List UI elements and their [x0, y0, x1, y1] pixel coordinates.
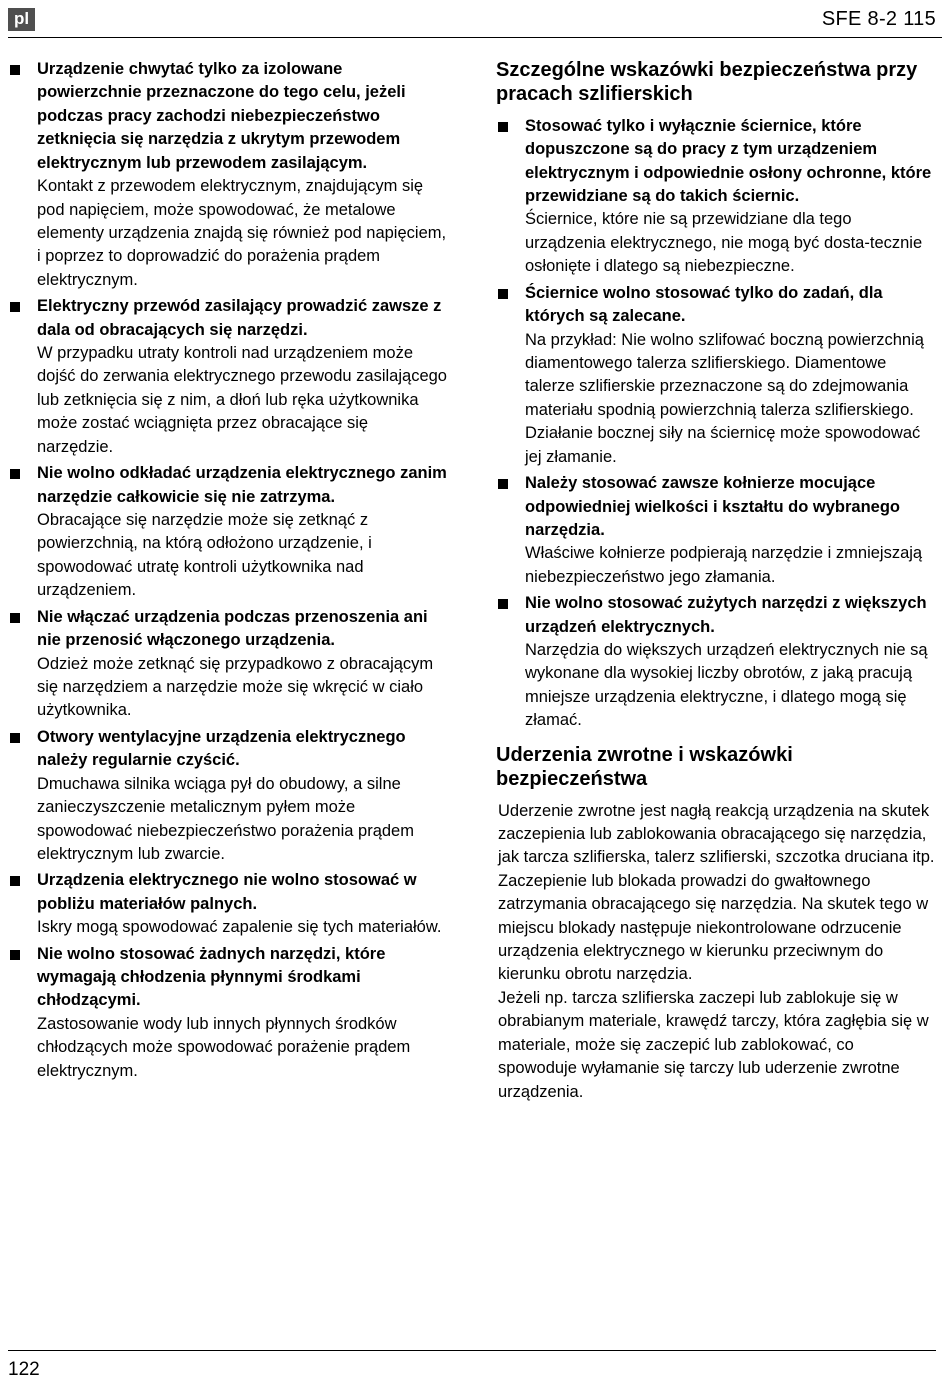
- safety-bullet-item: [10, 58, 448, 292]
- bullet-square-icon: [10, 876, 20, 886]
- bullet-body: [37, 726, 448, 867]
- bullet-body: [525, 592, 936, 733]
- bullet-explanation-text: Odzież może zetknąć się przypadkowo z obracającym się narzędziem a narzędzie może się wkręcić w ciało użytkownika.: [37, 654, 434, 720]
- bullet-explanation-text: W przypadku utraty kontroli nad urządzeniem może dojść do zerwania elektrycznego przewodu zasilającego lub zetknięcia się z nim, a dłoń lub ręka użytkownika może zostać wciągnięta przez obracające się narzędzie.: [37, 344, 447, 456]
- bullet-square-icon: [10, 950, 20, 960]
- bullet-explanation-text: Kontakt z przewodem elektrycznym, znajdującym się pod napięciem, może spowodować, że metalowe elementy urządzenia znajdą się również pod napięciem, i poprzez to doprowadzić do porażenia prądem elektrycznym.: [37, 177, 447, 289]
- bullet-square-icon: [498, 599, 508, 609]
- bullet-bold-text: Nie wolno odkładać urządzenia elektrycznego zanim narzędzie całkowicie się nie zatrzyma.: [37, 464, 447, 506]
- bullet-explanation-text: Obracające się narzędzie może się zetknąć z powierzchnią, na którą odłożono urządzenie, i spowodować utratę kontroli użytkownika nad urządzeniem.: [37, 511, 372, 600]
- safety-bullet-item: [498, 592, 936, 733]
- bullet-bold-text: Nie włączać urządzenia podczas przenoszenia ani nie przenosić włączonego urządzenia.: [37, 607, 428, 650]
- bullet-body: [525, 115, 936, 279]
- bullet-square-icon: [10, 469, 20, 479]
- bullet-square-icon: [498, 122, 508, 132]
- section-heading: Szczególne wskazówki bezpieczeństwa przy pracach szlifierskich: [496, 59, 918, 106]
- footer-rule: [8, 1350, 936, 1351]
- safety-bullet-item: [10, 462, 448, 603]
- model-number: SFE 8-2 115: [821, 8, 936, 30]
- bullet-explanation-text: Właściwe kołnierze podpierają narzędzie i zmniejszają niebezpieczeństwo jego złamania.: [525, 544, 923, 586]
- bullet-explanation-text: Narzędzia do większych urządzeń elektrycznych nie są wykonane dla wysokiej liczby obrotów, z jaką pracują mniejsze urządzenia elektryczne, i dlatego mogą się złamać.: [525, 641, 928, 730]
- bullet-body: [525, 282, 936, 469]
- safety-bullet-item: [498, 115, 936, 279]
- bullet-square-icon: [10, 733, 20, 743]
- bullet-bold-text: Należy stosować zawsze kołnierze mocujące odpowiedniej wielkości i kształtu do wybranego narzędzia.: [525, 474, 900, 539]
- paragraph-text: Jeżeli np. tarcza szlifierska zaczepi lub zablokuje się w obrabianym materiale, krawędź tarczy, która zagłębia się w materiale, może się zaczepić lub zablokować, co spowoduje wyłamanie się tarczy lub uderzenie zwrotne urządzenia.: [498, 988, 929, 1101]
- bullet-bold-text: Otwory wentylacyjne urządzenia elektrycznego należy regularnie czyścić.: [37, 727, 406, 770]
- bullet-body: [37, 462, 448, 603]
- section-heading: Uderzenia zwrotne i wskazówki bezpieczeństwa: [496, 743, 793, 791]
- page-footer: [0, 1350, 950, 1389]
- bullet-body: [37, 606, 448, 723]
- bullet-bold-text: Nie wolno stosować żadnych narzędzi, które wymagają chłodzenia płynnymi środkami chłodzącymi.: [37, 944, 386, 1010]
- bullet-explanation-text: Na przykład: Nie wolno szlifować boczną powierzchnią diamentowego talerza szlifierskiego. Diamentowe talerze szlifierskie przeznaczone są do zdejmowania materiału spodnią powierzchnią talerza szlifierskiego. Działanie bocznej siły na ściernicę może spowodować jej złamanie.: [525, 330, 924, 466]
- bullet-square-icon: [498, 289, 508, 299]
- bullet-square-icon: [498, 479, 508, 489]
- bullet-body: [37, 943, 448, 1084]
- bullet-explanation-text: Dmuchawa silnika wciąga pył do obudowy, a silne zanieczyszczenie metalicznym pyłem może spowodować niebezpieczeństwo porażenia prądem elektrycznym lub zwarcie.: [37, 774, 414, 863]
- right-column: [496, 58, 936, 1104]
- safety-bullet-item: [10, 943, 448, 1084]
- bullet-bold-text: Nie wolno stosować zużytych narzędzi z większych urządzeń elektrycznych.: [525, 594, 927, 636]
- safety-bullet-item: [498, 282, 936, 469]
- bullet-body: [37, 58, 448, 292]
- bullet-explanation-text: Zastosowanie wody lub innych płynnych środków chłodzących może spowodować porażenie prądem elektrycznym.: [37, 1014, 411, 1080]
- bullet-bold-text: Urządzenia elektrycznego nie wolno stosować w pobliżu materiałów palnych.: [37, 871, 417, 913]
- page-number: 122: [8, 1359, 40, 1380]
- bullet-square-icon: [10, 613, 20, 623]
- paragraph-text: Zaczepienie lub blokada prowadzi do gwałtownego zatrzymania obracającego się narzędzia. Na skutek tego w miejscu blokady następuje niekontrolowane odrzucenie urządzenia elektrycznego w kierunku przeciwnym do kierunku obrotu narzędzia.: [498, 871, 929, 984]
- content-columns: [0, 38, 950, 1104]
- page-header: [0, 0, 950, 31]
- bullet-body: [37, 295, 448, 459]
- bullet-square-icon: [10, 65, 20, 75]
- safety-bullet-item: [10, 606, 448, 723]
- bullet-explanation-text: Ściernice, które nie są przewidziane dla tego urządzenia elektrycznego, nie mogą być dosta-tecznie osłonięte i dlatego są niebezpieczne.: [525, 210, 923, 276]
- bullet-body: [37, 869, 448, 939]
- left-column: [8, 58, 448, 1104]
- bullet-bold-text: Elektryczny przewód zasilający prowadzić zawsze z dala od obracających się narzędzi.: [37, 297, 442, 339]
- safety-bullet-item: [10, 869, 448, 939]
- language-badge: pl: [8, 8, 35, 31]
- safety-bullet-item: [10, 726, 448, 867]
- bullet-square-icon: [10, 302, 20, 312]
- safety-bullet-item: [10, 295, 448, 459]
- bullet-bold-text: Ściernice wolno stosować tylko do zadań, dla których są zalecane.: [525, 283, 883, 326]
- paragraph-text: Uderzenie zwrotne jest nagłą reakcją urządzenia na skutek zaczepienia lub zablokowania obracającego się narzędzia, jak tarcza szlifierska, talerz szlifierski, szczotka druciana itp.: [498, 801, 935, 867]
- bullet-bold-text: Stosować tylko i wyłącznie ściernice, które dopuszczone są do pracy z tym urządzeniem elektrycznym i odpowiednie osłony ochronne, które przewidziane są do takich ściernic.: [525, 116, 932, 206]
- bullet-explanation-text: Iskry mogą spowodować zapalenie się tych materiałów.: [37, 918, 442, 937]
- safety-bullet-item: [498, 472, 936, 589]
- bullet-bold-text: Urządzenie chwytać tylko za izolowane powierzchnie przeznaczone do tego celu, jeżeli podczas pracy zachodzi niebezpieczeństwo zetknięcia się narzędzia z ukrytym przewodem elektrycznym lub przewodem zasilającym.: [37, 60, 406, 172]
- bullet-body: [525, 472, 936, 589]
